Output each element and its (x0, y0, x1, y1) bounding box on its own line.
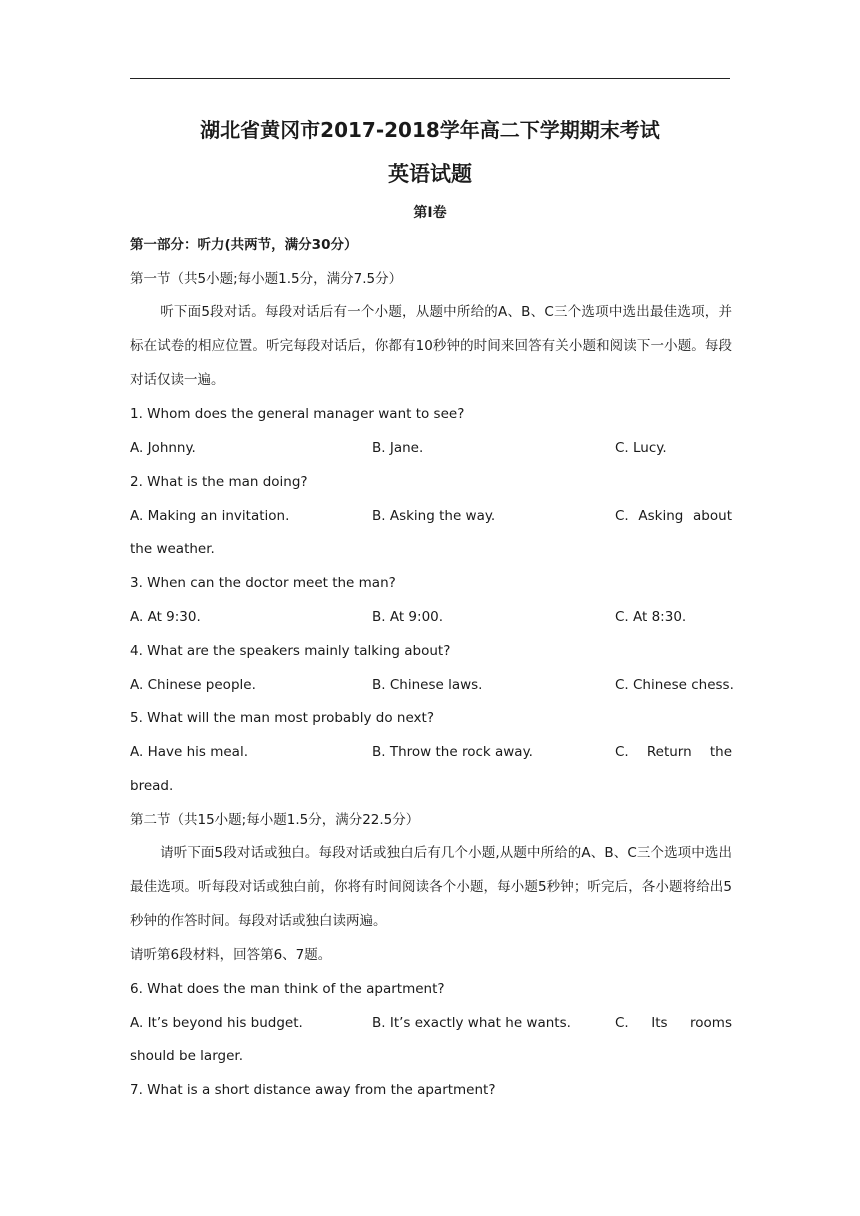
section1-instructions: 听下面5段对话。每段对话后有一个小题，从题中所给的A、B、C三个选项中选出最佳选项，并标在试卷的相应位置。听完每段对话后，你都有10秒钟的时间来回答有关小题和阅读下一小题。每段对话仅读一遍。 (130, 304, 732, 388)
header-rule (130, 78, 730, 79)
part1-heading: 第一部分：听力(共两节，满分30分） (130, 237, 358, 253)
question-4-stem: 4. What are the speakers mainly talking about? (130, 643, 451, 659)
option-b[interactable]: B. Asking the way. (372, 508, 496, 524)
question-4-options (130, 675, 732, 695)
option-b[interactable]: B. At 9:00. (372, 609, 444, 625)
option-c[interactable]: C. Lucy. (615, 440, 667, 456)
option-a[interactable]: A. At 9:30. (130, 609, 201, 625)
option-c-continuation: bread. (130, 778, 174, 794)
option-c-continuation: the weather. (130, 541, 215, 557)
option-b[interactable]: B. Jane. (372, 440, 424, 456)
question-3-stem: 3. When can the doctor meet the man? (130, 575, 396, 591)
option-a[interactable]: A. Chinese people. (130, 677, 256, 693)
question-3-options (130, 607, 732, 627)
option-c[interactable]: C. Asking about (615, 508, 732, 524)
option-c[interactable]: C. Return the (615, 744, 732, 760)
volume-label: 第I卷 (413, 205, 447, 221)
question-1-options (130, 438, 732, 458)
option-c[interactable]: C. At 8:30. (615, 609, 687, 625)
option-a[interactable]: A. It’s beyond his budget. (130, 1015, 303, 1031)
option-c-continuation: should be larger. (130, 1048, 243, 1064)
option-b[interactable]: B. Throw the rock away. (372, 744, 533, 760)
option-a[interactable]: A. Making an invitation. (130, 508, 290, 524)
question-5-stem: 5. What will the man most probably do next? (130, 710, 434, 726)
question-6-options (130, 1013, 732, 1033)
option-a[interactable]: A. Johnny. (130, 440, 196, 456)
section2-heading: 第二节（共15小题;每小题1.5分，满分22.5分） (130, 812, 420, 828)
question-2-options (130, 506, 732, 526)
option-c[interactable]: C. Chinese chess. (615, 677, 734, 693)
option-b[interactable]: B. It’s exactly what he wants. (372, 1015, 571, 1031)
option-c[interactable]: C. Its rooms (615, 1015, 732, 1031)
question-5-options (130, 742, 732, 762)
section1-heading: 第一节（共5小题;每小题1.5分，满分7.5分） (130, 271, 403, 287)
question-2-stem: 2. What is the man doing? (130, 474, 308, 490)
exam-subtitle: 英语试题 (388, 162, 472, 186)
option-b[interactable]: B. Chinese laws. (372, 677, 483, 693)
material-note: 请听第6段材料，回答第6、7题。 (130, 947, 332, 963)
question-7-stem: 7. What is a short distance away from the apartment? (130, 1082, 496, 1098)
section2-instructions: 请听下面5段对话或独白。每段对话或独白后有几个小题,从题中所给的A、B、C三个选项中选出最佳选项。听每段对话或独白前，你将有时间阅读各个小题，每小题5秒钟；听完后，各小题将给出5秒钟的作答时间。每段对话或独白读两遍。 (130, 845, 732, 929)
question-1-stem: 1. Whom does the general manager want to see? (130, 406, 465, 422)
question-6-stem: 6. What does the man think of the apartment? (130, 981, 445, 997)
option-a[interactable]: A. Have his meal. (130, 744, 248, 760)
exam-title: 湖北省黄冈市2017-2018学年高二下学期期末考试 (200, 118, 660, 142)
